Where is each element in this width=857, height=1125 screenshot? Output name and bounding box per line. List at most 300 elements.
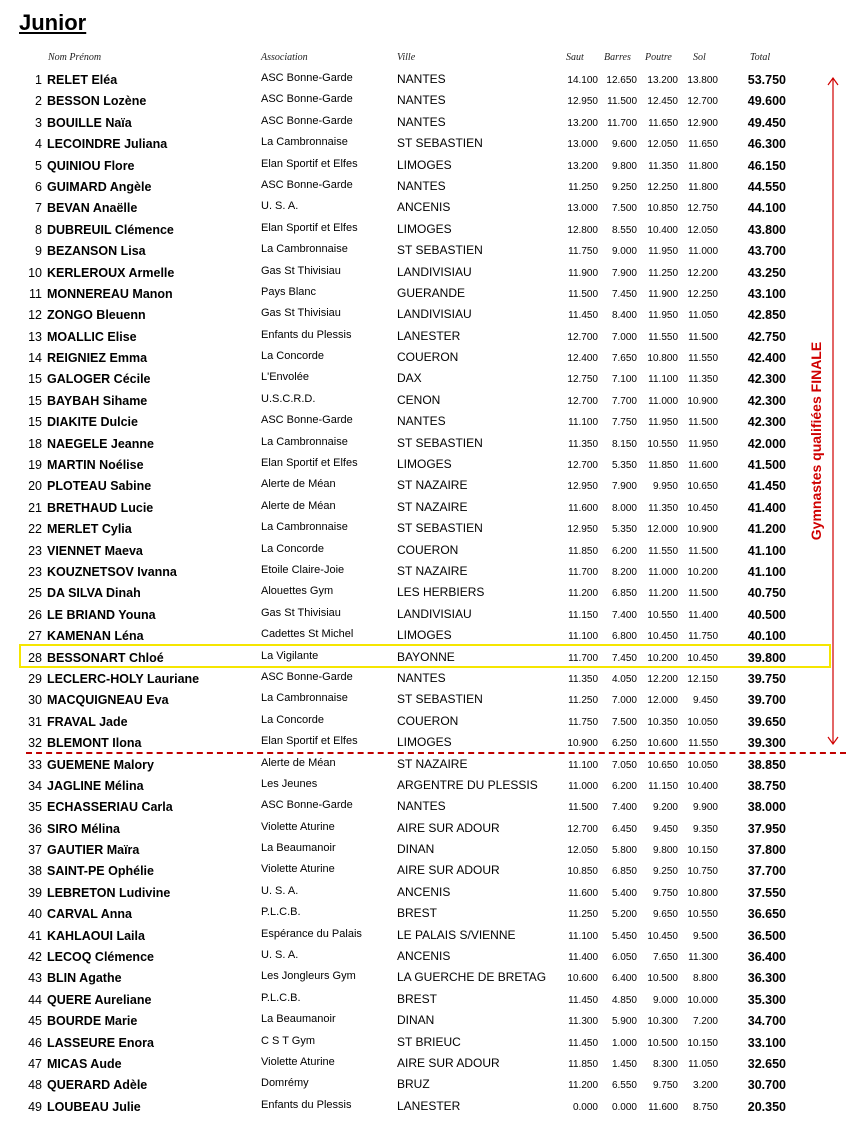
poutre-score: 10.800 bbox=[647, 353, 678, 365]
city-cell: AIRE SUR ADOUR bbox=[397, 820, 500, 835]
saut-score: 11.250 bbox=[568, 909, 598, 921]
city-cell: NANTES bbox=[397, 72, 446, 86]
city-cell: LIMOGES bbox=[397, 157, 452, 172]
table-row bbox=[0, 475, 857, 496]
table-row bbox=[0, 368, 857, 389]
barres-score: 7.400 bbox=[611, 802, 637, 814]
name-cell: MOALLIC Elise bbox=[47, 329, 137, 344]
saut-score: 0.000 bbox=[572, 1101, 598, 1113]
rank-cell: 18 bbox=[28, 436, 42, 451]
name-cell: KOUZNETSOV Ivanna bbox=[47, 564, 177, 579]
total-score: 34.700 bbox=[747, 1014, 786, 1029]
sol-score: 13.800 bbox=[687, 75, 718, 86]
association-cell: Alerte de Méan bbox=[261, 499, 336, 512]
barres-score: 8.400 bbox=[611, 310, 637, 322]
rank-cell: 27 bbox=[28, 629, 42, 644]
poutre-score: 10.500 bbox=[647, 1037, 678, 1049]
table-row bbox=[0, 347, 857, 368]
name-cell: LECLERC-HOLY Lauriane bbox=[47, 671, 200, 686]
qualified-finale-label bbox=[805, 326, 827, 556]
saut-score: 11.400 bbox=[568, 952, 598, 964]
name-cell: GUEMENE Malory bbox=[47, 757, 154, 772]
poutre-score: 10.550 bbox=[647, 438, 678, 450]
saut-score: 13.000 bbox=[567, 203, 598, 215]
name-cell: BOUILLE Naïa bbox=[47, 115, 132, 130]
name-cell: MONNEREAU Manon bbox=[47, 286, 173, 301]
table-row bbox=[0, 497, 857, 518]
barres-score: 7.900 bbox=[611, 267, 637, 279]
table-row bbox=[0, 775, 857, 796]
barres-score: 6.200 bbox=[611, 780, 637, 792]
total-score: 39.750 bbox=[747, 671, 786, 686]
barres-score: 7.000 bbox=[611, 695, 637, 707]
association-cell: Pays Blanc bbox=[261, 285, 317, 298]
barres-score: 6.550 bbox=[611, 1080, 637, 1092]
rank-cell: 35 bbox=[28, 800, 42, 815]
sol-score: 10.000 bbox=[687, 994, 718, 1006]
rank-cell: 40 bbox=[28, 907, 42, 922]
poutre-score: 8.300 bbox=[652, 1058, 678, 1070]
association-cell: Alouettes Gym bbox=[261, 585, 334, 598]
name-cell: MERLET Cylia bbox=[47, 522, 132, 537]
association-cell: ASC Bonne-Garde bbox=[261, 93, 353, 106]
sol-score: 11.500 bbox=[688, 588, 718, 600]
poutre-score: 11.650 bbox=[648, 117, 678, 129]
city-cell: ST NAZAIRE bbox=[397, 756, 468, 771]
saut-score: 11.150 bbox=[568, 609, 598, 621]
barres-score: 7.050 bbox=[611, 759, 637, 771]
barres-score: 8.550 bbox=[611, 224, 637, 236]
table-row bbox=[0, 411, 857, 432]
association-cell: ASC Bonne-Garde bbox=[261, 799, 353, 812]
barres-score: 8.000 bbox=[611, 502, 637, 514]
barres-score: 5.800 bbox=[611, 845, 637, 857]
barres-score: 7.100 bbox=[611, 374, 637, 386]
saut-score: 13.000 bbox=[567, 139, 598, 151]
barres-score: 7.450 bbox=[611, 652, 637, 664]
city-cell: LIMOGES bbox=[397, 735, 452, 750]
poutre-score: 11.150 bbox=[648, 780, 678, 792]
rank-cell: 49 bbox=[28, 1099, 42, 1114]
poutre-score: 10.600 bbox=[647, 738, 678, 750]
barres-score: 6.450 bbox=[611, 823, 637, 835]
association-cell: Alerte de Méan bbox=[261, 756, 336, 769]
name-cell: ZONGO Bleuenn bbox=[47, 308, 146, 323]
saut-score: 11.750 bbox=[568, 716, 598, 728]
rank-cell: 6 bbox=[35, 179, 42, 194]
barres-score: 6.800 bbox=[611, 631, 637, 643]
sol-score: 11.600 bbox=[688, 460, 718, 472]
total-score: 40.750 bbox=[747, 586, 786, 601]
name-cell: GALOGER Cécile bbox=[47, 372, 151, 387]
saut-score: 11.200 bbox=[568, 588, 598, 600]
association-cell: La Cambronnaise bbox=[261, 521, 348, 534]
sol-score: 10.150 bbox=[687, 845, 718, 857]
table-row bbox=[0, 219, 857, 240]
total-score: 42.300 bbox=[747, 393, 786, 408]
saut-score: 11.450 bbox=[568, 310, 598, 322]
sol-score: 12.700 bbox=[687, 96, 718, 108]
name-cell: REIGNIEZ Emma bbox=[47, 351, 148, 366]
poutre-score: 9.200 bbox=[652, 802, 678, 814]
name-cell: DUBREUIL Clémence bbox=[47, 222, 174, 237]
association-cell: Domrémy bbox=[261, 1077, 309, 1090]
saut-score: 12.950 bbox=[567, 481, 598, 493]
city-cell: ST NAZAIRE bbox=[397, 563, 468, 578]
saut-score: 11.000 bbox=[568, 780, 598, 792]
rank-cell: 19 bbox=[28, 458, 42, 473]
total-score: 40.100 bbox=[747, 629, 786, 644]
association-cell: Espérance du Palais bbox=[261, 927, 362, 940]
barres-score: 5.350 bbox=[611, 524, 637, 536]
sol-score: 11.950 bbox=[688, 438, 718, 450]
city-cell: ST NAZAIRE bbox=[397, 499, 468, 514]
sol-score: 11.350 bbox=[688, 374, 718, 386]
saut-score: 11.100 bbox=[568, 417, 598, 429]
city-cell: ST SEBASTIEN bbox=[397, 243, 483, 258]
poutre-score: 11.200 bbox=[648, 588, 678, 600]
rank-cell: 26 bbox=[28, 607, 42, 622]
name-cell: LECOINDRE Juliana bbox=[47, 137, 168, 152]
city-cell: ST SEBASTIEN bbox=[397, 136, 483, 151]
name-cell: NAEGELE Jeanne bbox=[47, 436, 154, 451]
rank-cell: 36 bbox=[28, 821, 42, 836]
rank-cell: 22 bbox=[28, 522, 42, 537]
rank-cell: 28 bbox=[28, 650, 42, 665]
name-cell: MACQUIGNEAU Eva bbox=[47, 693, 169, 708]
rank-cell: 21 bbox=[28, 500, 42, 515]
barres-score: 9.000 bbox=[611, 246, 637, 258]
saut-score: 11.250 bbox=[568, 695, 598, 707]
city-cell: ANCENIS bbox=[397, 200, 451, 215]
sol-score: 10.050 bbox=[687, 759, 718, 771]
sol-score: 12.050 bbox=[687, 224, 718, 236]
barres-score: 9.250 bbox=[611, 181, 637, 193]
table-row bbox=[0, 1096, 857, 1117]
saut-score: 11.300 bbox=[568, 1016, 598, 1028]
city-cell: ARGENTRE DU PLESSIS bbox=[397, 777, 538, 792]
saut-score: 10.600 bbox=[567, 973, 598, 985]
city-cell: ANCENIS bbox=[397, 949, 451, 964]
saut-score: 11.500 bbox=[568, 288, 598, 300]
table-row bbox=[0, 69, 857, 90]
sol-score: 11.750 bbox=[688, 631, 718, 643]
total-score: 49.450 bbox=[747, 115, 786, 130]
table-row bbox=[0, 604, 857, 625]
table-row bbox=[0, 283, 857, 304]
name-cell: QUERARD Adèle bbox=[47, 1078, 148, 1093]
table-row bbox=[0, 732, 857, 753]
sol-score: 7.200 bbox=[692, 1016, 718, 1028]
saut-score: 11.750 bbox=[568, 246, 598, 258]
name-cell: QUINIOU Flore bbox=[47, 158, 135, 173]
total-score: 41.100 bbox=[747, 543, 786, 558]
poutre-score: 10.200 bbox=[647, 652, 678, 664]
barres-score: 9.600 bbox=[611, 139, 637, 151]
rank-cell: 29 bbox=[28, 671, 42, 686]
sol-score: 10.900 bbox=[687, 395, 718, 407]
poutre-score: 12.000 bbox=[647, 695, 678, 707]
rank-cell: 9 bbox=[35, 244, 42, 259]
association-cell: Enfants du Plessis bbox=[261, 1098, 352, 1111]
city-cell: ST SEBASTIEN bbox=[397, 692, 483, 707]
sol-score: 11.550 bbox=[688, 353, 718, 365]
association-cell: Elan Sportif et Elfes bbox=[261, 157, 358, 170]
poutre-score: 9.750 bbox=[652, 887, 678, 899]
total-score: 41.200 bbox=[747, 522, 786, 537]
poutre-score: 9.800 bbox=[652, 845, 678, 857]
association-cell: Cadettes St Michel bbox=[261, 628, 354, 641]
association-cell: La Vigilante bbox=[261, 649, 319, 662]
poutre-score: 10.450 bbox=[647, 930, 678, 942]
header-saut: Saut bbox=[566, 52, 584, 63]
barres-score: 8.200 bbox=[611, 566, 637, 578]
rank-cell: 3 bbox=[35, 115, 42, 130]
barres-score: 7.000 bbox=[611, 331, 637, 343]
poutre-score: 10.850 bbox=[647, 203, 678, 215]
association-cell: Etoile Claire-Joie bbox=[261, 563, 345, 576]
table-row bbox=[0, 433, 857, 454]
table-row bbox=[0, 839, 857, 860]
rank-cell: 38 bbox=[28, 864, 42, 879]
poutre-score: 9.950 bbox=[652, 481, 678, 493]
saut-score: 11.850 bbox=[568, 545, 598, 557]
highlighted-row-frame bbox=[19, 644, 831, 668]
rank-cell: 42 bbox=[28, 950, 42, 965]
poutre-score: 11.550 bbox=[648, 545, 678, 557]
city-cell: ST BRIEUC bbox=[397, 1034, 461, 1049]
city-cell: BAYONNE bbox=[397, 649, 455, 664]
name-cell: BESSON Lozène bbox=[47, 94, 147, 109]
saut-score: 11.450 bbox=[568, 1037, 598, 1049]
rank-cell: 4 bbox=[35, 137, 42, 152]
name-cell: MARTIN Noélise bbox=[47, 458, 144, 473]
rank-cell: 10 bbox=[28, 265, 42, 280]
association-cell: Gas St Thivisiau bbox=[261, 264, 341, 277]
name-cell: LASSEURE Enora bbox=[47, 1035, 154, 1050]
page-title: Junior bbox=[19, 10, 87, 35]
poutre-score: 9.000 bbox=[652, 994, 678, 1006]
rank-cell: 7 bbox=[35, 201, 42, 216]
name-cell: LE BRIAND Youna bbox=[47, 607, 156, 622]
total-score: 33.100 bbox=[747, 1035, 786, 1050]
rank-cell: 46 bbox=[28, 1035, 42, 1050]
rank-cell: 33 bbox=[28, 757, 42, 772]
barres-score: 6.200 bbox=[611, 545, 637, 557]
association-cell: U. S. A. bbox=[261, 200, 299, 213]
name-cell: RELET Eléa bbox=[47, 73, 118, 87]
results-table bbox=[0, 69, 857, 1117]
table-row bbox=[0, 1032, 857, 1053]
association-cell: La Beaumanoir bbox=[261, 842, 336, 855]
table-row bbox=[0, 689, 857, 710]
city-cell: DINAN bbox=[397, 842, 435, 857]
association-cell: Les Jeunes bbox=[261, 777, 318, 790]
header-poutre: Poutre bbox=[645, 52, 672, 63]
total-score: 46.150 bbox=[747, 158, 786, 173]
rank-cell: 15 bbox=[28, 372, 42, 387]
name-cell: DIAKITE Dulcie bbox=[47, 415, 138, 430]
table-row bbox=[0, 133, 857, 154]
city-cell: NANTES bbox=[397, 93, 446, 108]
saut-score: 12.700 bbox=[567, 460, 598, 472]
association-cell: Violette Aturine bbox=[261, 820, 335, 833]
name-cell: KERLEROUX Armelle bbox=[47, 265, 175, 280]
poutre-score: 11.350 bbox=[648, 160, 678, 172]
total-score: 46.300 bbox=[747, 137, 786, 152]
name-cell: SIRO Mélina bbox=[47, 821, 120, 836]
name-cell: LECOQ Clémence bbox=[47, 950, 154, 965]
barres-score: 7.650 bbox=[611, 353, 637, 365]
saut-score: 12.050 bbox=[567, 845, 598, 857]
header-barres: Barres bbox=[604, 52, 631, 63]
saut-score: 14.100 bbox=[567, 75, 598, 86]
header-sol: Sol bbox=[693, 52, 706, 63]
sol-score: 9.500 bbox=[692, 930, 718, 942]
barres-score: 4.050 bbox=[611, 673, 637, 685]
sol-score: 8.800 bbox=[692, 973, 718, 985]
rank-cell: 47 bbox=[28, 1056, 42, 1071]
rank-cell: 37 bbox=[28, 843, 42, 858]
city-cell: LANESTER bbox=[397, 1098, 461, 1113]
table-row bbox=[0, 304, 857, 325]
city-cell: BREST bbox=[397, 991, 438, 1006]
rank-cell: 15 bbox=[28, 415, 42, 430]
city-cell: NANTES bbox=[397, 114, 446, 129]
association-cell: La Concorde bbox=[261, 542, 324, 555]
city-cell: NANTES bbox=[397, 178, 446, 193]
name-cell: LOUBEAU Julie bbox=[47, 1099, 141, 1114]
name-cell: PLOTEAU Sabine bbox=[47, 479, 152, 494]
city-cell: COUERON bbox=[397, 713, 459, 728]
association-cell: ASC Bonne-Garde bbox=[261, 72, 353, 84]
table-row bbox=[0, 925, 857, 946]
table-row bbox=[0, 262, 857, 283]
poutre-score: 11.900 bbox=[648, 288, 678, 300]
table-row bbox=[0, 197, 857, 218]
sol-score: 10.150 bbox=[687, 1037, 718, 1049]
saut-score: 11.350 bbox=[568, 673, 598, 685]
barres-score: 7.900 bbox=[611, 481, 637, 493]
total-score: 43.100 bbox=[747, 286, 786, 301]
association-cell: U. S. A. bbox=[261, 884, 299, 897]
association-cell: Alerte de Méan bbox=[261, 478, 336, 491]
name-cell: BLEMONT Ilona bbox=[47, 736, 142, 751]
association-cell: Enfants du Plessis bbox=[261, 328, 352, 341]
name-cell: KAHLAOUI Laila bbox=[47, 928, 145, 943]
sol-score: 11.800 bbox=[688, 181, 718, 193]
city-cell: LIMOGES bbox=[397, 221, 452, 236]
total-score: 40.500 bbox=[747, 607, 786, 622]
poutre-score: 11.000 bbox=[648, 566, 678, 578]
association-cell: La Beaumanoir bbox=[261, 1013, 336, 1026]
barres-score: 7.400 bbox=[611, 609, 637, 621]
association-cell: L'Envolée bbox=[261, 371, 309, 384]
city-cell: DAX bbox=[397, 371, 422, 386]
rank-cell: 45 bbox=[28, 1014, 42, 1029]
poutre-score: 11.950 bbox=[648, 310, 678, 322]
qualification-cutoff-line bbox=[26, 752, 846, 754]
barres-score: 11.500 bbox=[607, 96, 637, 108]
association-cell: ASC Bonne-Garde bbox=[261, 114, 353, 127]
saut-score: 10.900 bbox=[567, 738, 598, 750]
total-score: 35.300 bbox=[747, 992, 786, 1007]
poutre-score: 11.550 bbox=[648, 331, 678, 343]
saut-score: 11.700 bbox=[568, 652, 598, 664]
table-row bbox=[0, 818, 857, 839]
total-score: 41.100 bbox=[747, 564, 786, 579]
header-total: Total bbox=[750, 52, 771, 63]
sol-score: 12.250 bbox=[687, 288, 718, 300]
header-city: Ville bbox=[397, 52, 416, 63]
total-score: 53.750 bbox=[747, 73, 786, 87]
saut-score: 12.950 bbox=[567, 524, 598, 536]
city-cell: BRUZ bbox=[397, 1077, 430, 1092]
total-score: 49.600 bbox=[747, 94, 786, 109]
city-cell: LANDIVISIAU bbox=[397, 606, 472, 621]
saut-score: 11.700 bbox=[568, 566, 598, 578]
city-cell: COUERON bbox=[397, 542, 459, 557]
total-score: 42.750 bbox=[747, 329, 786, 344]
city-cell: LE PALAIS S/VIENNE bbox=[397, 927, 516, 942]
rank-cell: 31 bbox=[28, 714, 42, 729]
city-cell: LIMOGES bbox=[397, 457, 452, 472]
saut-score: 11.500 bbox=[568, 802, 598, 814]
sol-score: 11.050 bbox=[688, 1058, 718, 1070]
association-cell: ASC Bonne-Garde bbox=[261, 178, 353, 191]
saut-score: 11.600 bbox=[568, 502, 598, 514]
barres-score: 5.400 bbox=[611, 887, 637, 899]
association-cell: La Cambronnaise bbox=[261, 692, 348, 705]
poutre-score: 12.450 bbox=[647, 96, 678, 108]
name-cell: QUERE Aureliane bbox=[47, 992, 152, 1007]
total-score: 42.400 bbox=[747, 351, 786, 366]
poutre-score: 9.750 bbox=[652, 1080, 678, 1092]
city-cell: NANTES bbox=[397, 799, 446, 814]
name-cell: BLIN Agathe bbox=[47, 971, 122, 986]
association-cell: Violette Aturine bbox=[261, 1055, 335, 1068]
city-cell: DINAN bbox=[397, 1013, 435, 1028]
table-row bbox=[0, 989, 857, 1010]
name-cell: KAMENAN Léna bbox=[47, 629, 144, 644]
total-score: 39.300 bbox=[747, 736, 786, 751]
poutre-score: 7.650 bbox=[652, 952, 678, 964]
sol-score: 10.900 bbox=[687, 524, 718, 536]
name-cell: BEZANSON Lisa bbox=[47, 244, 146, 259]
total-score: 37.550 bbox=[747, 885, 786, 900]
rank-cell: 39 bbox=[28, 885, 42, 900]
barres-score: 6.850 bbox=[611, 588, 637, 600]
sol-score: 10.200 bbox=[687, 566, 718, 578]
sol-score: 9.900 bbox=[692, 802, 718, 814]
table-row bbox=[0, 1074, 857, 1095]
rank-cell: 2 bbox=[35, 94, 42, 109]
sol-score: 11.000 bbox=[688, 246, 718, 258]
sol-score: 11.300 bbox=[688, 952, 718, 964]
total-score: 37.800 bbox=[747, 843, 786, 858]
table-row bbox=[0, 112, 857, 133]
name-cell: LEBRETON Ludivine bbox=[47, 885, 171, 900]
table-row bbox=[0, 882, 857, 903]
total-score: 43.800 bbox=[747, 222, 786, 237]
saut-score: 12.950 bbox=[567, 96, 598, 108]
barres-score: 0.000 bbox=[611, 1101, 637, 1113]
rank-cell: 14 bbox=[28, 351, 42, 366]
saut-score: 12.750 bbox=[567, 374, 598, 386]
name-cell: VIENNET Maeva bbox=[47, 543, 143, 558]
poutre-score: 11.250 bbox=[648, 267, 678, 279]
table-row bbox=[0, 454, 857, 475]
